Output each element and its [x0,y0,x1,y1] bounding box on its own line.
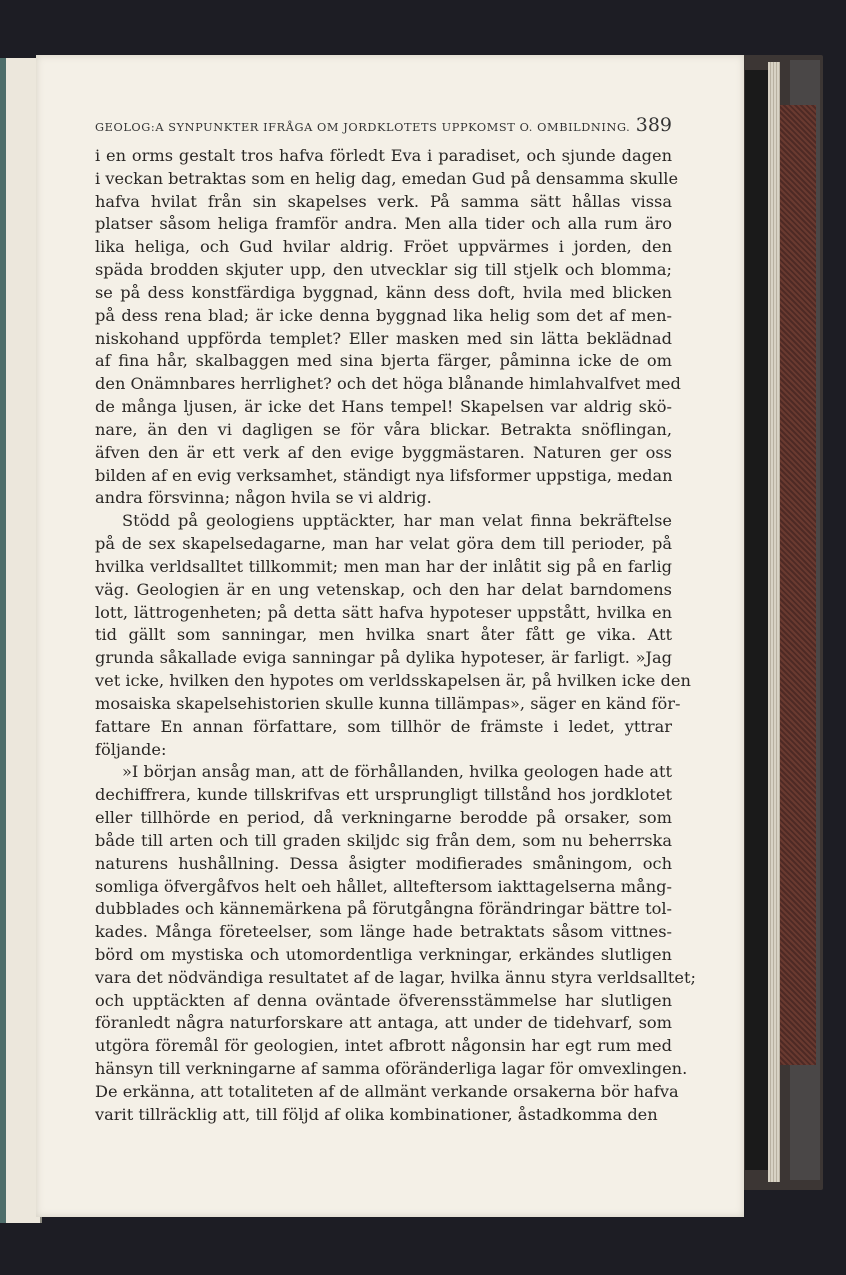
text-line: mosaiska skapelsehistorien skulle kunna tillämpas», säger en känd för- [95,693,681,713]
page-block-edges [768,62,780,1182]
text-line: utgöra föremål för geologien, intet afbrott någonsin har egt rum med [95,1036,672,1056]
text-line: väg. Geologien är en ung vetenskap, och den har delat barndomens [95,579,672,599]
text-line: af fina hår, skalbaggen med sina bjerta färger, påminna icke de om [95,351,672,371]
text-line: och upptäckten af denna oväntade öfverensstämmelse har slutligen [95,990,672,1010]
text-line: hafva hvilat från sin skapelses verk. På samma sätt hållas vissa [95,191,672,211]
text-line: föranledt några naturforskare att antaga, att under de tidehvarf, som [95,1013,672,1033]
text-line: de många ljusen, är icke det Hans tempel! Skapelsen var aldrig skö- [95,397,672,417]
text-line: naturens hushållning. Dessa åsigter modifierades småningom, och [95,853,672,873]
text-line: hänsyn till verkningarne af samma oföränderliga lagar för omvexlingen. [95,1059,688,1079]
text-line: äfven den är ett verk af den evige byggmästaren. Naturen ger oss [95,442,672,462]
text-line: lika heliga, och Gud hvilar aldrig. Fröet uppvärmes i jorden, den [95,237,672,257]
text-line: eller tillhörde en period, då verkningarne berodde på orsaker, som [95,808,672,828]
cover-marbled-paper [778,105,816,1065]
running-header [95,114,672,136]
text-line: både till arten och till graden skiljdc sig från dem, som nu beherrska [95,830,672,850]
text-line: dechiffrera, kunde tillskrifvas ett ursprungligt tillstånd hos jordklotet [95,785,672,805]
page-number: 389 [635,114,672,136]
text-line: vara det nödvändiga resultatet af de lagar, hvilka ännu styra verldsalltet; [95,967,696,987]
text-line: fattare En annan författare, som tillhör de främste i ledet, yttrar [95,716,672,736]
text-line: följande: [95,739,167,759]
text-line: lott, lättrogenheten; på detta sätt hafva hypoteser uppstått, hvilka en [95,602,672,622]
body-text [95,145,696,1127]
text-line: andra försvinna; någon hvila se vi aldrig. [95,488,432,508]
text-line: kades. Många företeelser, som länge hade betraktats såsom vittnes- [95,922,672,942]
text-line: hvilka verldsalltet tillkommit; men man har der inlåtit sig på en farlig [95,556,672,576]
text-line: »I början ansåg man, att de förhållanden, hvilka geologen hade att [122,762,672,782]
text-line: i en orms gestalt tros hafva förledt Eva i paradiset, och sjunde dagen [95,146,672,165]
text-line: späda brodden skjuter upp, den utvecklar sig till stjelk och blomma; [95,260,672,280]
text-line: börd om mystiska och utomordentliga verkningar, erkändes slutligen [95,944,672,964]
text-line: på de sex skapelsedagarne, man har velat göra dem till perioder, på [95,534,672,554]
text-line: tid gällt som sanningar, men hvilka snart åter fått ge vika. Att [95,625,672,645]
running-title: GEOLOG:A SYNPUNKTER IFRÅGA OM JORDKLOTETS UPPKOMST O. OMBILDNING. [95,121,631,134]
text-line: se på dess konstfärdiga byggnad, känn dess doft, hvila med blicken [95,282,672,302]
text-line: varit tillräcklig att, till följd af olika kombinationer, åstadkomma den [95,1104,658,1124]
text-line: i veckan betraktas som en helig dag, emedan Gud på densamma skulle [95,168,679,188]
text-line: nare, än den vi dagligen se för våra blickar. Betrakta snöflingan, [95,419,672,439]
text-line: dubblades och kännemärkena på förutgångna förändringar bättre tol- [95,899,672,919]
text-line: niskohand uppförda templet? Eller masken med sin lätta beklädnad [95,328,672,348]
text-line: den Onämnbares herrlighet? och det höga blånande himlahvalfvet med [95,374,681,394]
text-line: Stödd på geologiens upptäckter, har man velat finna bekräftelse [122,511,672,531]
text-line: somliga öfvergåfvos helt oeh hållet, allteftersom iakttagelserna mång- [95,876,672,896]
text-line: grunda såkallade eviga sanningar på dylika hypoteser, är farligt. »Jag [95,648,672,668]
text-line: vet icke, hvilken den hypotes om verldsskapelsen är, på hvilken icke den [95,671,691,691]
text-line: De erkänna, att totaliteten af de allmänt verkande orsakerna bör hafva [95,1081,679,1101]
text-line: bilden af en evig verksamhet, ständigt nya lifsformer uppstiga, medan [95,465,673,485]
text-line: platser såsom heliga framför andra. Men alla tider och alla rum äro [95,214,672,234]
text-line: på dess rena blad; är icke denna byggnad lika helig som det af men- [95,305,672,325]
facing-page-binding [0,58,6,1223]
